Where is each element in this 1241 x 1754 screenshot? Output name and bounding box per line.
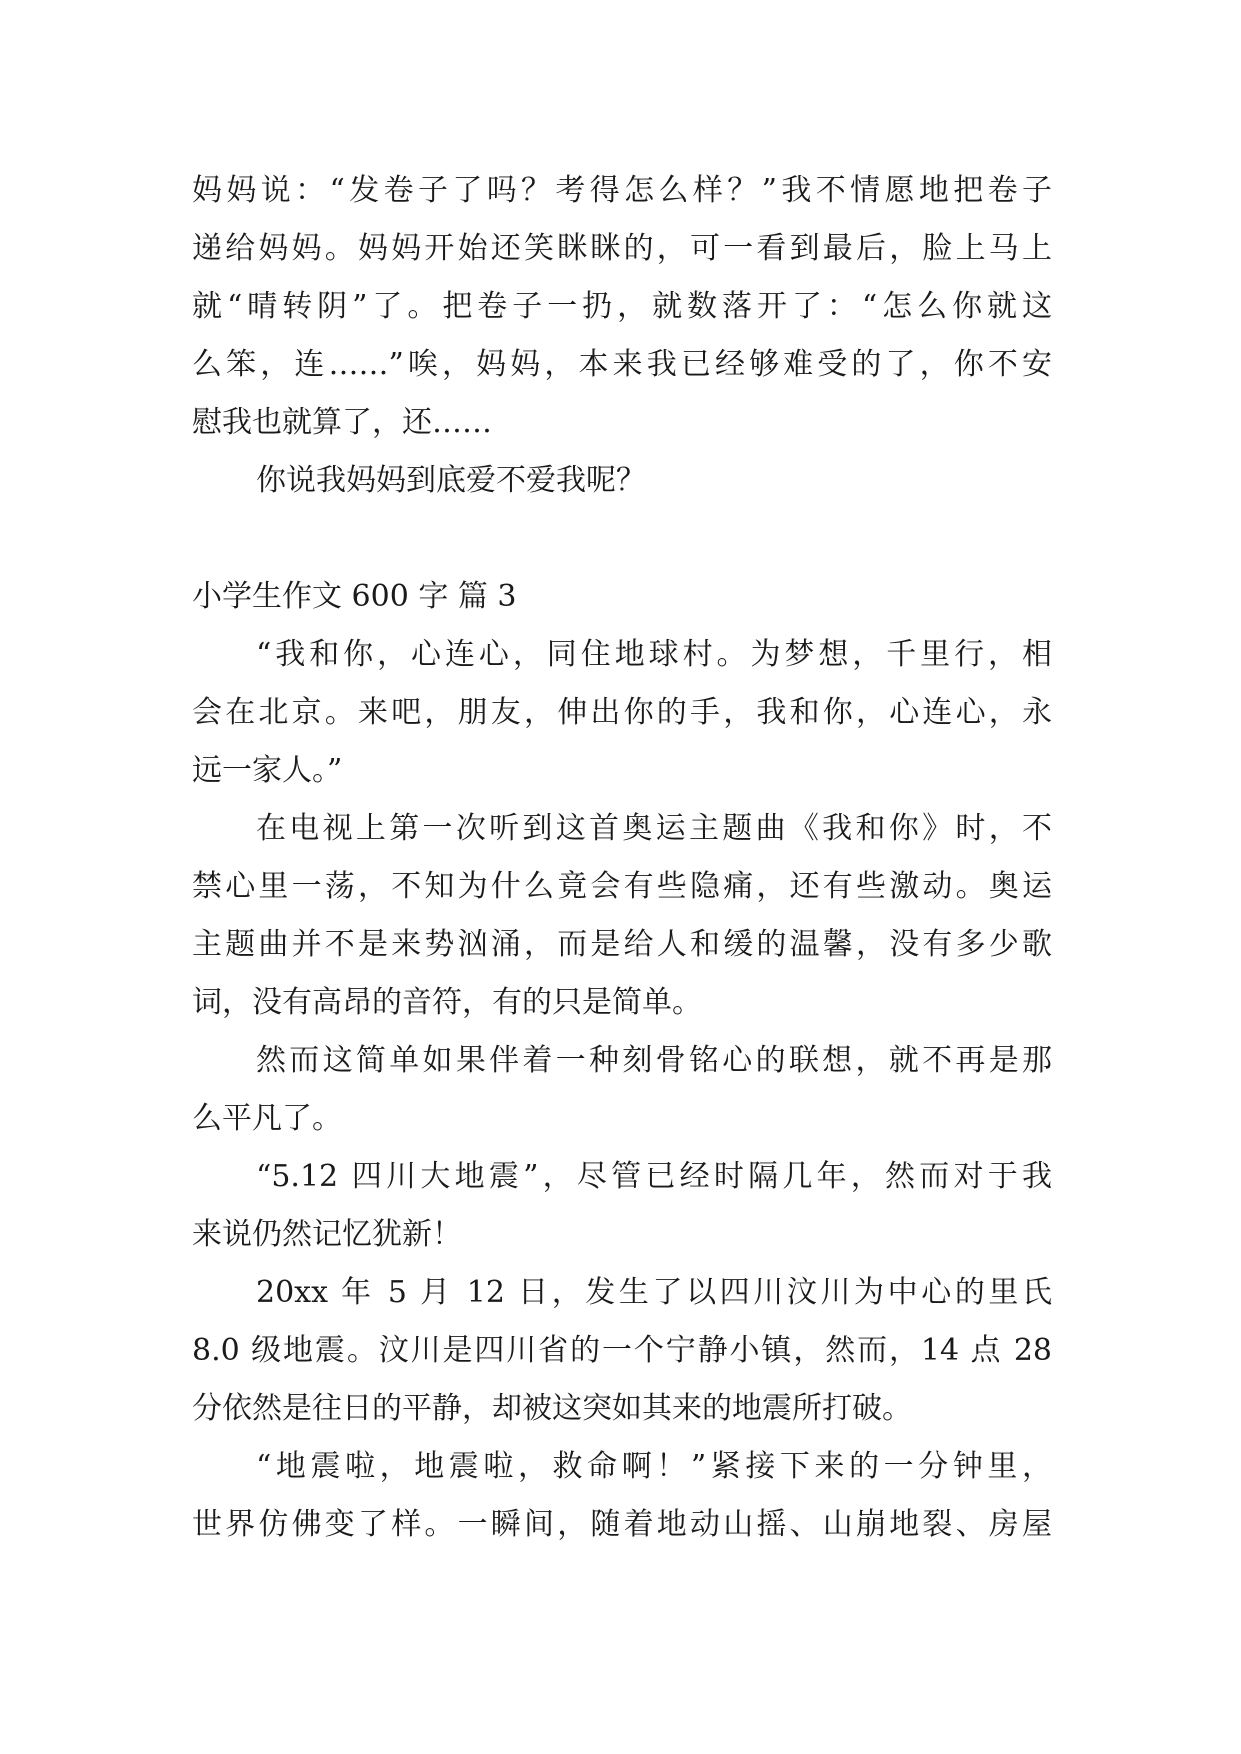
- text-line: 禁心里一荡，不知为什么竟会有些隐痛，还有些激动。奥运: [192, 869, 1052, 904]
- section-gap: [192, 510, 1052, 568]
- text-line: 20xx 年 5 月 12 日，发生了以四川汶川为中心的里氏: [256, 1275, 1052, 1310]
- text-line: 么平凡了。: [192, 1101, 342, 1136]
- text-line: 在电视上第一次听到这首奥运主题曲《我和你》时，不: [256, 811, 1052, 846]
- text-line: 递给妈妈。妈妈开始还笑眯眯的，可一看到最后，脸上马上: [192, 231, 1052, 266]
- text-line: “地震啦，地震啦，救命啊！”紧接下来的一分钟里，: [256, 1449, 1052, 1484]
- section-heading: 小学生作文 600 字 篇 3: [192, 579, 517, 614]
- text-line: 就“晴转阴”了。把卷子一扔，就数落开了：“怎么你就这: [192, 289, 1052, 324]
- text-line: 妈妈说：“发卷子了吗？考得怎么样？”我不情愿地把卷子: [192, 173, 1052, 208]
- text-line: 远一家人。”: [192, 753, 343, 788]
- text-line: 然而这简单如果伴着一种刻骨铭心的联想，就不再是那: [256, 1043, 1052, 1078]
- text-line: 世界仿佛变了样。一瞬间，随着地动山摇、山崩地裂、房屋: [192, 1507, 1052, 1542]
- text-line: 8.0 级地震。汶川是四川省的一个宁静小镇，然而，14 点 28: [192, 1333, 1052, 1368]
- text-line: 来说仍然记忆犹新！: [192, 1217, 462, 1252]
- text-line: 慰我也就算了，还……: [192, 405, 492, 440]
- text-line: 你说我妈妈到底爱不爱我呢？: [256, 463, 646, 498]
- text-line: 主题曲并不是来势汹涌，而是给人和缓的温馨，没有多少歌: [192, 927, 1052, 962]
- text-line: 词，没有高昂的音符，有的只是简单。: [192, 985, 702, 1020]
- document-page: [192, 162, 1052, 1554]
- text-line: “我和你，心连心，同住地球村。为梦想，千里行，相: [256, 637, 1052, 672]
- text-line: “5.12 四川大地震”，尽管已经时隔几年，然而对于我: [256, 1159, 1052, 1194]
- text-line: 么笨，连……”唉，妈妈，本来我已经够难受的了，你不安: [192, 347, 1052, 382]
- text-line: 分依然是往日的平静，却被这突如其来的地震所打破。: [192, 1391, 912, 1426]
- text-line: 会在北京。来吧，朋友，伸出你的手，我和你，心连心，永: [192, 695, 1052, 730]
